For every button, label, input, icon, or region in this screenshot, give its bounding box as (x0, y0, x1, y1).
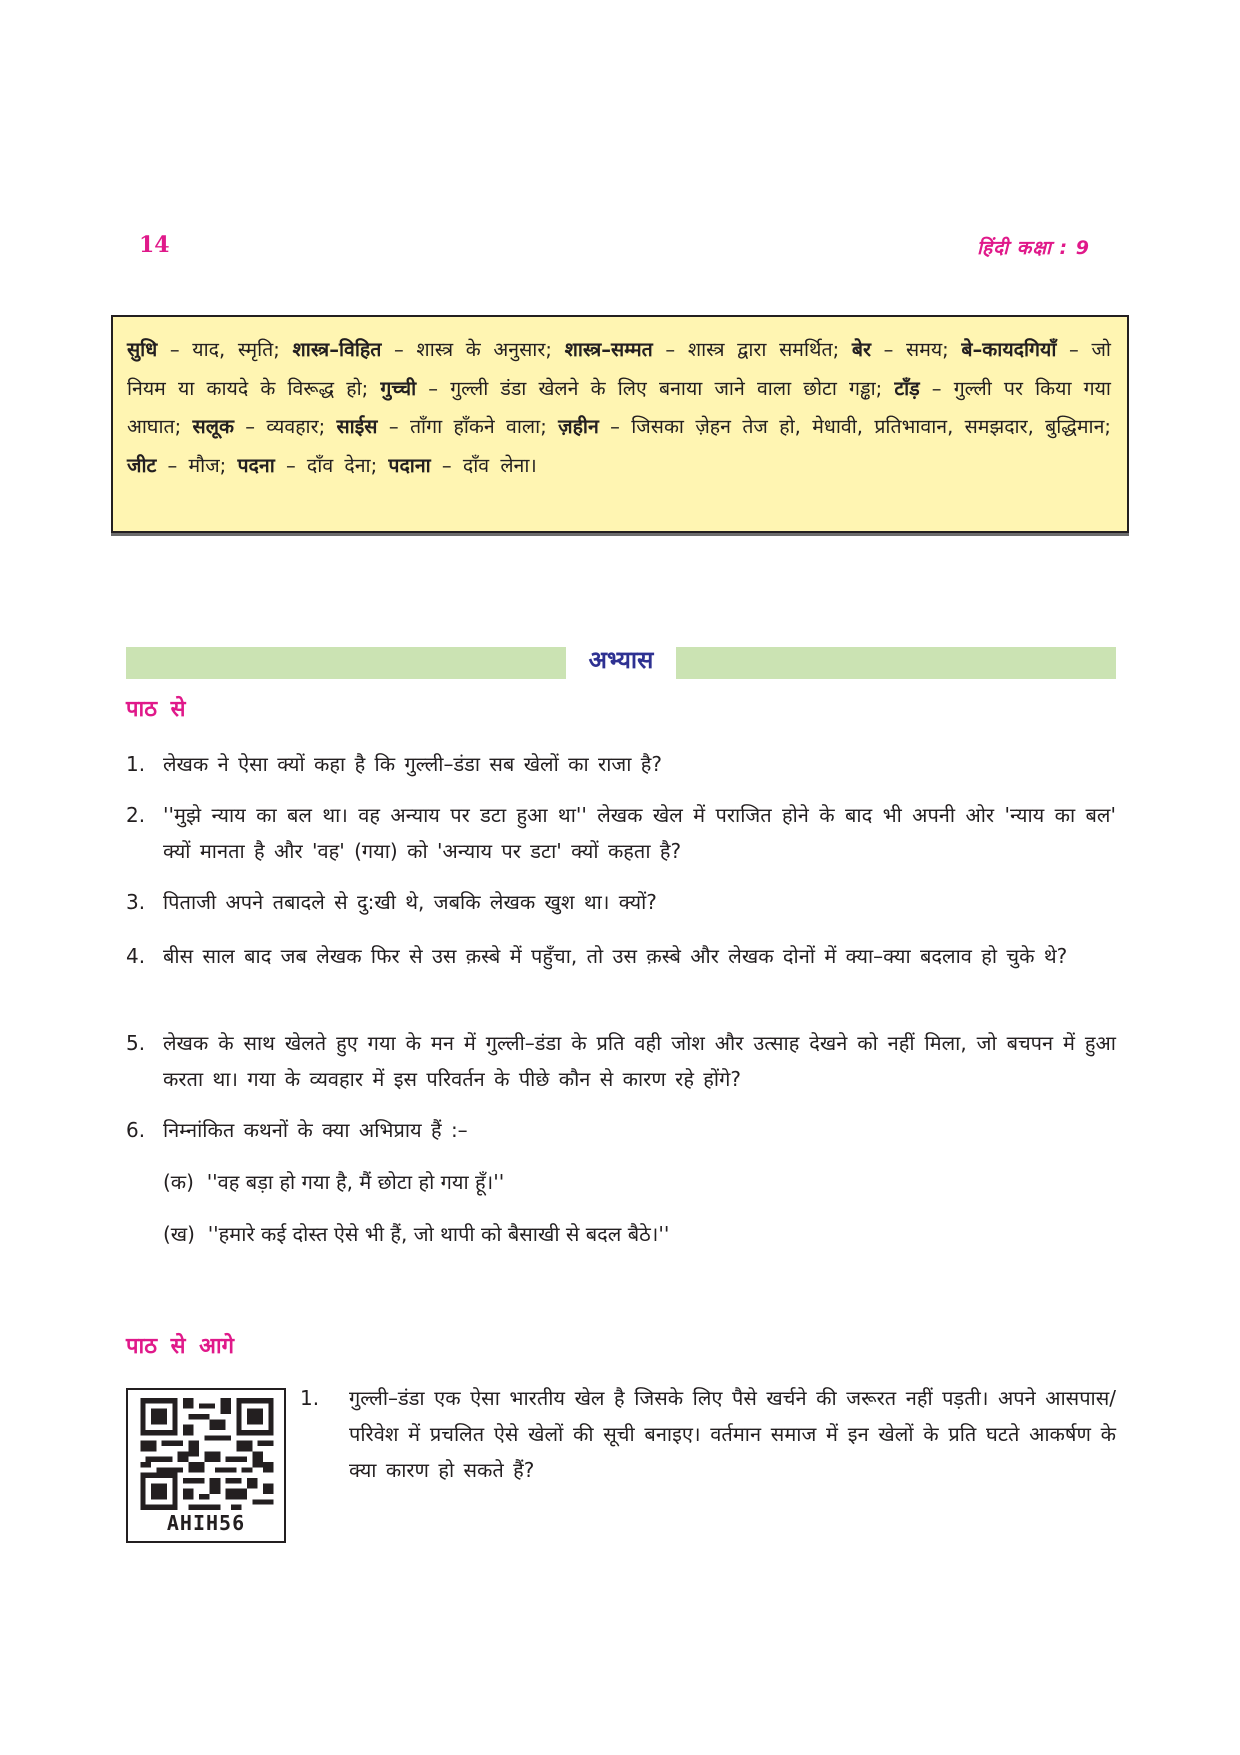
glossary-term: बेर (851, 338, 871, 361)
question-text: ''मुझे न्याय का बल था। वह अन्याय पर डटा हुआ था'' लेखक खेल में पराजित होने के बाद भी अपनी ओर 'न्याय का बल' क्यों मानता है और 'वह' (गया) को 'अन्याय पर डटा' क्यों कहता है? (163, 803, 1116, 863)
glossary-term: सलूक (192, 415, 234, 438)
question-1 (126, 746, 1116, 782)
sub-question-text: ''हमारे कई दोस्त ऐसे भी हैं, जो थापी को बैसाखी से बदल बैठे।'' (207, 1222, 670, 1246)
exercise-title: अभ्यास (588, 646, 654, 674)
question-text: निम्नांकित कथनों के क्या अभिप्राय हैं :– (163, 1118, 468, 1142)
glossary-term: पदना (237, 453, 275, 477)
extension-question-1 (300, 1380, 1116, 1488)
glossary-meaning: – ताँगा हाँकने वाला; (377, 415, 559, 438)
sub-question-text: ''वह बड़ा हो गया है, मैं छोटा हो गया हूँ।'' (206, 1170, 505, 1194)
glossary-meaning: – मौज; (156, 453, 238, 477)
question-number: 1. (126, 752, 146, 776)
section-heading-path-se: पाठ से (126, 697, 186, 722)
glossary-meaning: – जिसका ज़ेहन तेज हो, मेधावी, प्रतिभावान, समझदार, बुद्धिमान; (598, 415, 1111, 438)
glossary-term: शास्त्र–सम्मत (564, 338, 653, 361)
section-heading-path-se-aage: पाठ से आगे (126, 1334, 235, 1359)
running-header: हिंदी कक्षा : 9 (977, 237, 1090, 259)
sub-question-line (163, 1164, 504, 1200)
glossary-term: शास्त्र–विहित (292, 338, 382, 361)
question-text: पिताजी अपने तबादले से दु:खी थे, जबकि लेखक खुश था। क्यों? (163, 890, 657, 914)
glossary-meaning: – शास्त्र के अनुसार; (381, 338, 565, 361)
question-text: गुल्ली–डंडा एक ऐसा भारतीय खेल है जिसके लिए पैसे खर्चने की जरूरत नहीं पड़ती। अपने आसपास/परिवेश में प्रचलित ऐसे खेलों की सूची बनाइए। वर्तमान समाज में इन खेलों के प्रति घटते आकर्षण के क्या कारण हो सकते हैं? (349, 1386, 1116, 1482)
qr-code[interactable] (126, 1388, 286, 1543)
sub-question-label: (क) (163, 1170, 194, 1194)
question-text: बीस साल बाद जब लेखक फिर से उस क़स्बे में पहुँचा, तो उस क़स्बे और लेखक दोनों में क्या–क्या बदलाव हो चुके थे? (163, 944, 1068, 968)
question-number: 5. (126, 1031, 146, 1055)
qr-code-label: AHIH56 (166, 1511, 246, 1535)
glossary-term: बे–कायदगियाँ (961, 338, 1057, 361)
glossary-term: गुच्ची (380, 376, 417, 400)
exercise-banner (126, 647, 1116, 679)
question-number: 6. (126, 1118, 146, 1142)
question-text: लेखक ने ऐसा क्यों कहा है कि गुल्ली–डंडा सब खेलों का राजा है? (163, 752, 663, 776)
sub-question-label: (ख) (163, 1222, 195, 1246)
glossary-term: साईस (336, 415, 378, 438)
glossary-meaning: – व्यवहार; (233, 415, 337, 438)
question-number: 2. (126, 803, 146, 827)
glossary-meaning: – दाँव देना; (274, 453, 389, 477)
glossary-meaning: – दाँव लेना। (430, 453, 537, 477)
glossary-meaning: – शास्त्र द्वारा समर्थित; (652, 338, 852, 361)
question-number: 3. (126, 890, 146, 914)
banner-bar-right (676, 647, 1116, 679)
question-text: लेखक के साथ खेलते हुए गया के मन में गुल्ली–डंडा के प्रति वही जोश और उत्साह देखने को नहीं मिला, जो बचपन में हुआ करता था। गया के व्यवहार में इस परिवर्तन के पीछे कौन से कारण रहे होंगे? (163, 1031, 1116, 1091)
glossary-term: सुधि (127, 338, 158, 361)
glossary-meaning: – गुल्ली डंडा खेलने के लिए बनाया जाने वाला छोटा गड्ढा; (416, 376, 895, 400)
banner-bar-left (126, 647, 566, 679)
glossary-term: पदाना (388, 453, 431, 477)
question-number: 4. (126, 944, 146, 968)
glossary-term: ज़हीन (558, 415, 599, 438)
sub-question-line (163, 1216, 669, 1252)
question-3 (126, 884, 1116, 920)
glossary-term: जीट (127, 453, 157, 477)
glossary-meaning: – समय; (870, 338, 962, 361)
glossary-box (111, 315, 1129, 533)
question-6 (126, 1112, 1116, 1148)
question-2 (126, 797, 1116, 869)
page-number: 14 (139, 232, 170, 258)
glossary-meaning: – गुल्ली पर किया गया आघात; (127, 376, 1111, 438)
question-4 (126, 938, 1116, 974)
glossary-meaning: – याद, स्मृति; (157, 338, 293, 361)
glossary-meaning: – जो नियम या कायदे के विरूद्ध हो; (127, 338, 1111, 400)
qr-code-icon (140, 1398, 274, 1510)
question-number: 1. (300, 1386, 320, 1410)
question-5 (126, 1025, 1116, 1097)
glossary-term: टाँड़ (894, 376, 920, 400)
